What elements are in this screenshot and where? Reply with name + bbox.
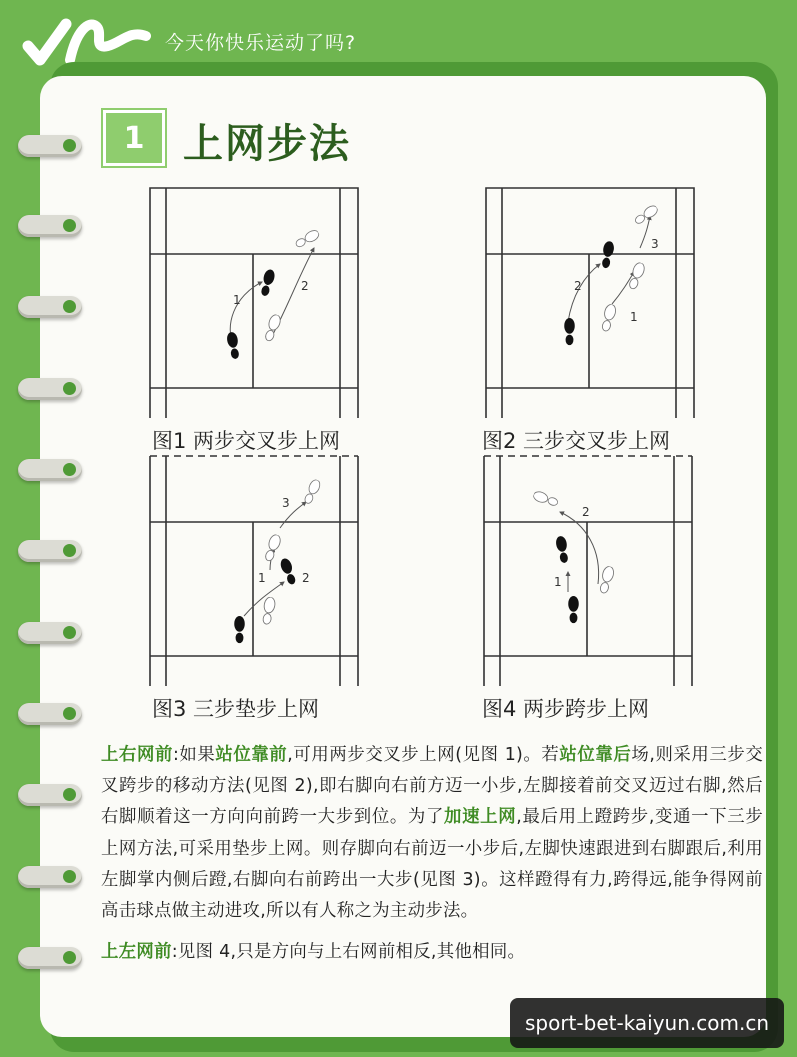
body-text: [101, 740, 763, 968]
step-label: 2: [302, 571, 310, 585]
keyword: 站位靠后: [559, 745, 632, 765]
step-label: 1: [258, 571, 266, 585]
figure-4-diagram: [482, 454, 694, 686]
term-left-net: 上左网前: [101, 942, 172, 963]
logo-icon: [22, 10, 152, 70]
figure-2-diagram: [484, 186, 696, 418]
figure-3-caption: 图3 三步垫步上网: [152, 697, 320, 721]
figure-4-caption: 图4 两步跨步上网: [482, 697, 650, 721]
binder-ring: [18, 296, 82, 318]
paragraph-left-net: 上左网前:见图 4,只是方向与上右网前相反,其他相同。: [101, 942, 526, 963]
binder-ring: [18, 540, 82, 562]
step-label: 2: [574, 279, 582, 293]
binder-ring: [18, 622, 82, 644]
binder-ring: [18, 784, 82, 806]
step-label: 1: [233, 293, 241, 307]
step-label: 2: [582, 505, 590, 519]
section-number: 1: [103, 110, 165, 166]
binder-ring: [18, 135, 82, 157]
step-label: 3: [282, 496, 290, 510]
binder-ring: [18, 459, 82, 481]
binder-ring: [18, 866, 82, 888]
keyword: 站位靠前: [215, 745, 288, 765]
step-label: 1: [630, 310, 638, 324]
binder-ring: [18, 947, 82, 969]
step-label: 3: [651, 237, 659, 251]
figure-2-caption: 图2 三步交叉步上网: [482, 429, 671, 453]
figure-1-diagram: [148, 186, 360, 418]
binder-ring: [18, 703, 82, 725]
binder-ring: [18, 215, 82, 237]
step-label: 1: [554, 575, 562, 589]
figure-3-diagram: [148, 454, 360, 686]
section-title: 上网步法: [183, 121, 351, 167]
figure-1-caption: 图1 两步交叉步上网: [152, 429, 341, 453]
step-label: 2: [301, 279, 309, 293]
keyword: 加速上网: [444, 807, 517, 828]
paragraph-right-net: 上右网前:如果站位靠前,可用两步交叉步上网(见图 1)。若站位靠后场,则采用三步交叉跨步的移动方法(见图 2),即右脚向右前方迈一小步,左脚接着前交叉迈过右脚,然后右脚顺着这一方向向前跨一大步到位。为了加速上网,最后用上蹬跨步,变通一下三步上网方法,可采用垫步上网。则存脚向右前迈一小步后,左脚快速跟进到右脚跟后,利用左脚掌内侧后蹬,右脚向右前跨出一大步(见图 3)。这样蹬得有力,跨得远,能争得网前高击球点做主动进攻,所以有人称之为主动步法。: [101, 745, 764, 922]
watermark: sport-bet-kaiyun.com.cn: [510, 998, 784, 1048]
slogan: 今天你快乐运动了吗?: [165, 32, 357, 54]
term-right-net: 上右网前: [101, 745, 173, 765]
binder-ring: [18, 378, 82, 400]
